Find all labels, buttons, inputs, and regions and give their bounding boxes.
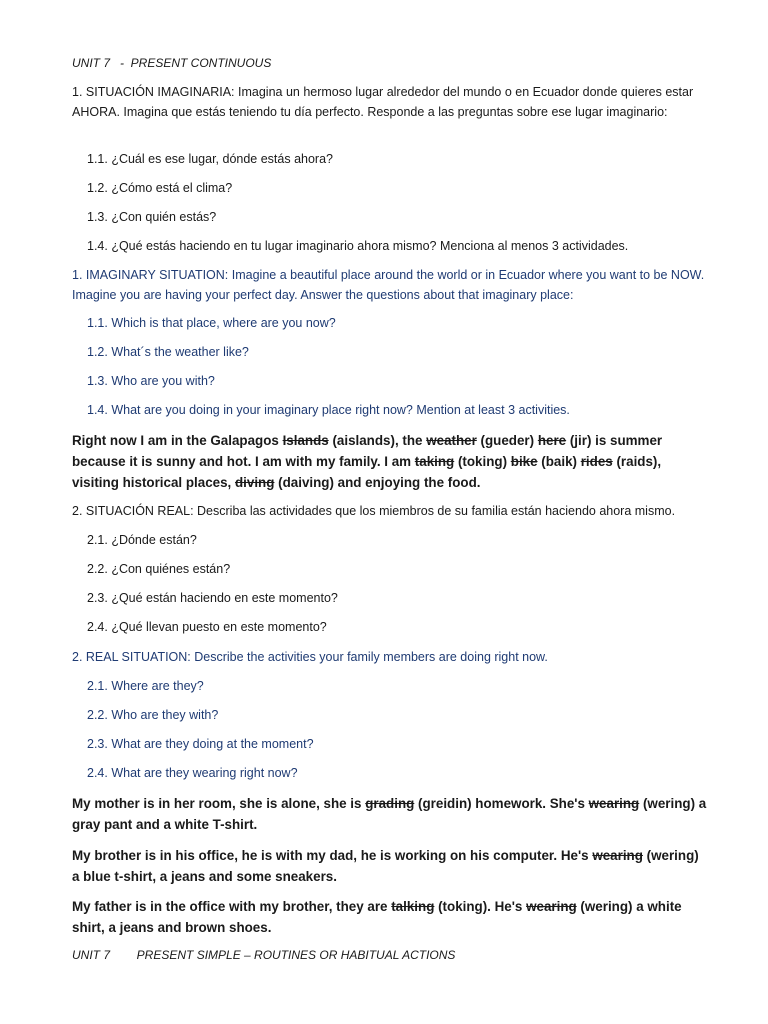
- next-unit-heading: UNIT 7 PRESENT SIMPLE – ROUTINES OR HABITUAL ACTIONS: [72, 948, 456, 962]
- question-es-1-2: 1.2. ¿Cómo está el clima?: [87, 181, 233, 195]
- struck-word: weather: [426, 433, 477, 448]
- question-es-1-4: 1.4. ¿Qué estás haciendo en tu lugar imaginario ahora mismo? Menciona al menos 3 actividades.: [87, 239, 629, 253]
- struck-word: here: [537, 433, 567, 448]
- question-en-2-1: 2.1. Where are they?: [87, 679, 204, 693]
- question-es-2-4: 2.4. ¿Qué llevan puesto en este momento?: [87, 620, 327, 634]
- question-es-2-1: 2.1. ¿Dónde están?: [87, 533, 197, 547]
- struck-word: wearing: [588, 796, 640, 811]
- answer-brother: My brother is in his office, he is with my dad, he is working on his computer. He's wearing (wering) a blue t-shirt, a jeans and some sneakers.: [72, 848, 699, 884]
- struck-word: wearing: [592, 848, 643, 863]
- struck-word: grading: [365, 796, 415, 811]
- question-en-2-4: 2.4. What are they wearing right now?: [87, 766, 298, 780]
- struck-word: taking: [414, 454, 455, 469]
- struck-word: bike: [510, 454, 538, 469]
- question-en-2-3: 2.3. What are they doing at the moment?: [87, 737, 314, 751]
- question-en-1-1: 1.1. Which is that place, where are you now?: [87, 316, 336, 330]
- struck-word: talking: [391, 899, 435, 914]
- situation-1-spanish-intro: 1. SITUACIÓN IMAGINARIA: Imagina un hermoso lugar alrededor del mundo o en Ecuador donde quieres estar AHORA. Imagina que estás teniendo tu día perfecto. Responde a las preguntas sobre ese lugar imaginario:: [72, 85, 694, 119]
- answer-paragraph-1: Right now I am in the Galapagos Islands (aislands), the weather (gueder) here (jir) is summer because it is sunny and hot. I am with my family. I am taking (toking) bike (baik) rides (raids), visiting historical places, diving (daiving) and enjoying the food.: [72, 433, 663, 490]
- question-es-1-1: 1.1. ¿Cuál es ese lugar, dónde estás ahora?: [87, 152, 333, 166]
- struck-word: diving: [234, 475, 275, 490]
- question-es-2-2: 2.2. ¿Con quiénes están?: [87, 562, 231, 576]
- question-es-2-3: 2.3. ¿Qué están haciendo en este momento?: [87, 591, 338, 605]
- answer-mother: My mother is in her room, she is alone, she is grading (greidin) homework. She's wearing (wering) a gray pant and a white T-shirt.: [72, 796, 707, 832]
- struck-word: wearing: [526, 899, 577, 914]
- question-es-1-3: 1.3. ¿Con quién estás?: [87, 210, 217, 224]
- struck-word: rides: [580, 454, 613, 469]
- question-en-1-3: 1.3. Who are you with?: [87, 374, 215, 388]
- situation-1-english-intro: 1. IMAGINARY SITUATION: Imagine a beautiful place around the world or in Ecuador where you want to be NOW. Imagine you are having your perfect day. Answer the questions about that imaginary place:: [72, 268, 705, 302]
- struck-word: Islands: [282, 433, 329, 448]
- question-en-1-2: 1.2. What´s the weather like?: [87, 345, 249, 359]
- unit-heading: UNIT 7 - PRESENT CONTINUOUS: [72, 56, 272, 70]
- question-en-1-4: 1.4. What are you doing in your imaginary place right now? Mention at least 3 activities.: [87, 403, 570, 417]
- situation-2-english-intro: 2. REAL SITUATION: Describe the activities your family members are doing right now.: [72, 650, 548, 664]
- question-en-2-2: 2.2. Who are they with?: [87, 708, 219, 722]
- answer-father: My father is in the office with my brother, they are talking (toking). He's wearing (wering) a white shirt, a jeans and brown shoes.: [72, 899, 682, 935]
- situation-2-spanish-intro: 2. SITUACIÓN REAL: Describa las actividades que los miembros de su familia están haciendo ahora mismo.: [72, 504, 676, 518]
